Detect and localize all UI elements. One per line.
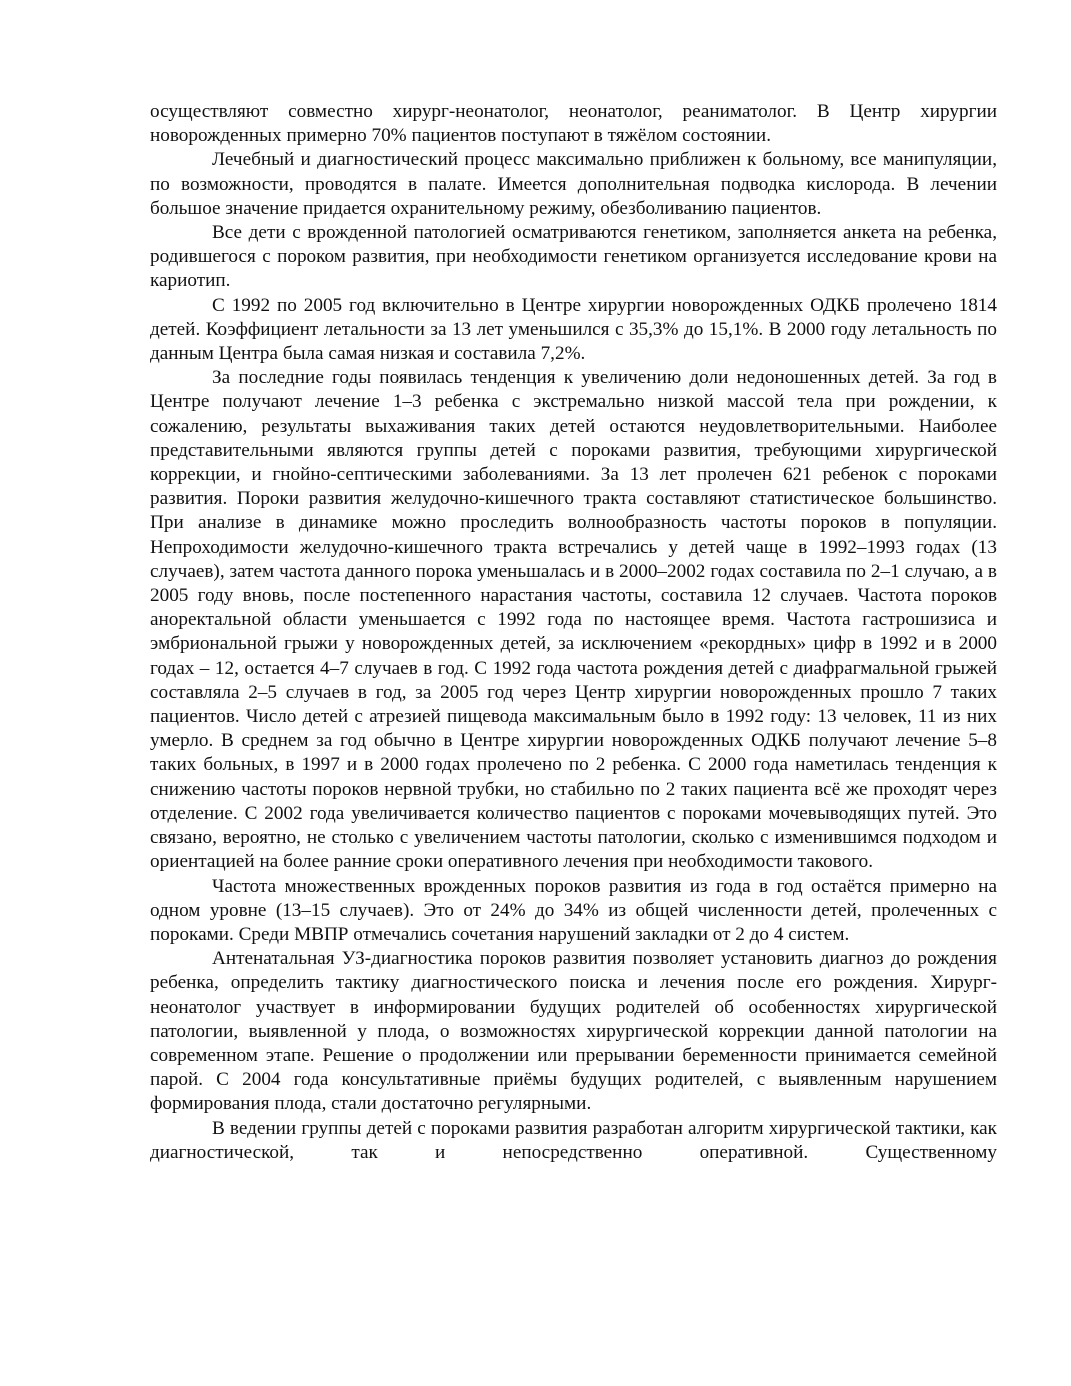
document-page [150,100,997,1165]
paragraph-8: В ведении группы детей с пороками развития разработан алгоритм хирургической тактики, как диагностической, так и непосредственно оперативной. Существенному [150,1117,997,1163]
paragraph-2: Лечебный и диагностический процесс максимально приближен к больному, все манипуляции, по возможности, проводятся в палате. Имеется дополнительная подводка кислорода. В лечении большое значение придается охранительному режиму, обезболиванию пациентов. [150,149,997,219]
paragraph-4: С 1992 по 2005 год включительно в Центре хирургии новорожденных ОДКБ пролечено 1814 детей. Коэффициент летальности за 13 лет уменьшился с 35,3% до 15,1%. В 2000 году летальность по данным Центра была самая низкая и составила 7,2%. [150,294,997,365]
paragraph-5: За последние годы появилась тенденция к увеличению доли недоношенных детей. За год в Центре получают лечение 1–3 ребенка с экстремально низкой массой тела при рождении, к сожалению, результаты выхаживания таких детей остаются неудовлетворительными. Наиболее представительными являются группы детей с пороками развития, требующими хирургической коррекции, и гнойно-септическими заболеваниями. За 13 лет пролечен 621 ребенок с пороками развития. Пороки развития желудочно-кишечного тракта составляют статистическое большинство. При анализе в динамике можно проследить волнообразность частоты пороков в популяции. Непроходимости желудочно-кишечного тракта встречались у детей чаще в 1992–1993 годах (13 случаев), затем частота данного порока уменьшалась и в 2000–2002 годах составила по 2–1 случаю, а в 2005 году вновь, после постепенного нарастания частоты, составила 12 случаев. Частота пороков аноректальной области уменьшается с 1992 года по настоящее время. Частота гастрошизиса и эмбриональной грыжи у новорожденных детей, за исключением «рекордных» цифр в 1992 и в 2000 годах – 12, остается 4–7 случаев в год. С 1992 года частота рождения детей с диафрагмальной грыжей составляла 2–5 случаев в год, за 2005 год через Центр хирургии новорожденных прошло 7 таких пациентов. Число детей с атрезией пищевода максимальным было в 1992 году: 13 человек, 11 из них умерло. В среднем за год обычно в Центре хирургии новорожденных ОДКБ получают лечение 5–8 таких больных, в 1997 и в 2000 годах пролечено по 2 ребенка. С 2000 года наметилась тенденция к снижению частоты пороков нервной трубки, но стабильно по 2 таких пациента всё же проходят через отделение. С 2002 года увеличивается количество пациентов с пороками мочевыводящих путей. Это связано, вероятно, не столько с увеличением частоты патологии, сколько с изменившимся подходом и ориентацией на более ранние сроки оперативного лечения при необходимости такового. [150,367,997,873]
paragraph-6: Частота множественных врожденных пороков развития из года в год остаётся примерно на одном уровне (13–15 случаев). Это от 24% до 34% из общей численности детей, пролеченных с пороками. Среди МВПР отмечались сочетания нарушений закладки от 2 до 4 систем. [150,875,997,945]
paragraph-1: осуществляют совместно хирург-неонатолог, неонатолог, реаниматолог. В Центр хирургии новорожденных примерно 70% пациентов поступают в тяжёлом состоянии. [150,101,997,147]
paragraph-7: Антенатальная УЗ-диагностика пороков развития позволяет установить диагноз до рождения ребенка, определить тактику диагностического поиска и лечения после его рождения. Хирург-неонатолог участвует в информировании будущих родителей об особенностях хирургической патологии, выявленной у плода, о возможностях хирургической коррекции данной патологии на современном этапе. Решение о продолжении или прерывании беременности принимается семейной парой. С 2004 года консультативные приёмы будущих родителей, с выявленным нарушением формирования плода, стали достаточно регулярными. [150,948,997,1115]
paragraph-3: Все дети с врожденной патологией осматриваются генетиком, заполняется анкета на ребенка, родившегося с пороком развития, при необходимости генетиком организуется исследование крови на кариотип. [150,222,997,292]
